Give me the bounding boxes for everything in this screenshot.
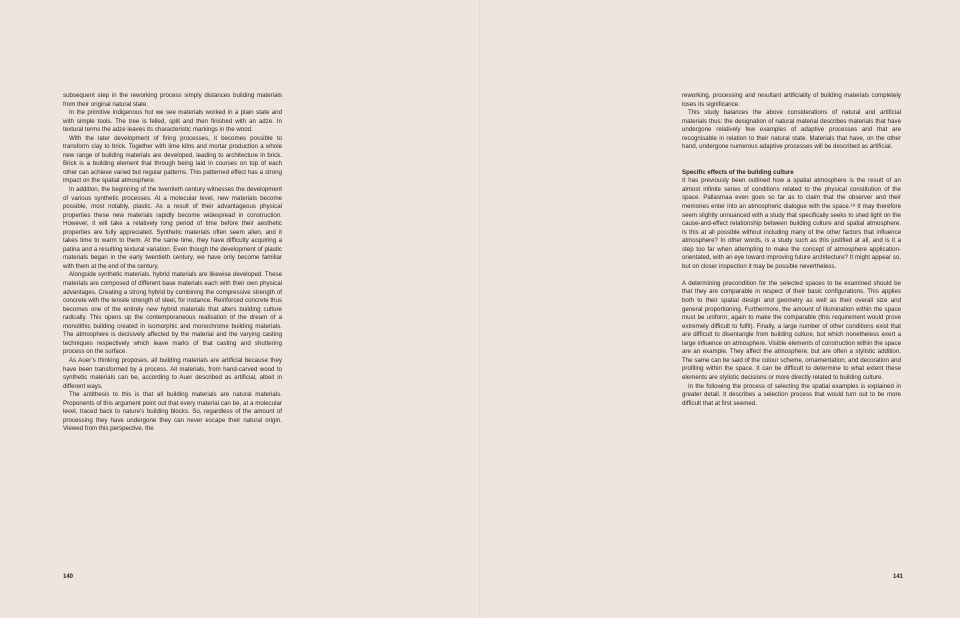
section-heading: Specific effects of the building culture — [682, 168, 794, 176]
paragraph: In the following the process of selecting the spatial examples is explained in greater detail. It describes a selection process that would turn out to be more difficult that at first seemed. — [682, 382, 901, 407]
paragraph: reworking, processing and resultant artificiality of building materials completely loses its significance. — [682, 92, 901, 108]
right-text-column — [682, 92, 901, 408]
paragraph: The antithesis to this is that all building materials are natural materials. Proponents of this argument point out that every material can be, at a molecular level, traced back to nature’s building blocks. So, regardless of the amount of processing they have undergone they can never escape their natural origin. Viewed from this perspective, the — [63, 391, 282, 433]
right-page — [480, 0, 960, 618]
page-number: 141 — [893, 574, 904, 580]
paragraph: Alongside synthetic materials, hybrid materials are likewise developed. These materials are composed of different base materials each with their own physical advantages. Creating a strong hybrid by combining the compressive strength of concrete with the tensile strength of steel, for instance. Reinforced concrete thus becomes one of the entirely new hybrid materials that alters building culture radically. This opens up the contemporaneous realisation of the dream of a monolithic building created in isomorphic and monochrome building materials. The atmosphere is decisively affected by the material and the varying casting techniques respectively which leave marks of that casting and shuttering process on the surface. — [63, 271, 282, 356]
left-text-column — [63, 92, 282, 434]
paragraph: As Auer’s thinking proposes, all building materials are artificial because they have been transformed by a process. All materials, from hand-carved wood to synthetic materials can be, according to Auer described as artificial, albeit in different ways. — [63, 356, 282, 390]
paragraph: With the later development of firing processes, it becomes possible to transform clay to brick. Together with lime kilns and mortar production a whole new range of building materials are developed, leading to architecture in brick. Brick is a building element that through being laid in courses on top of each other can achieve varied but regular patterns. This patterned effect has a strong impact on the spatial atmosphere. — [63, 134, 282, 185]
paragraph: This study balances the above considerations of natural and artificial materials thus: the designation of natural material describes materials that have undergone relatively few examples of adaptive processes and that are recognisable in relation to their natural state. Materials that have, on the other hand, undergone numerous adaptive processes will be described as artificial. — [682, 109, 901, 151]
paragraph: subsequent step in the reworking process simply distances building materials from their original natural state. — [63, 92, 282, 108]
paragraph: In the primitive indigenous hut we see materials worked in a plain state and with simple tools. The tree is felled, split and then finished with an adze. In textural terms the adze leaves its characteristic markings in the wood. — [63, 109, 282, 134]
paragraph: It has previously been outlined how a spatial atmosphere is the result of an almost infinite series of conditions related to the physical constitution of the space. Pallasmaa even goes so far as to claim that the observer and their memories enter into an atmospheric dialogue with the space.¹⁸ It may therefore seem slightly unnuanced with a study that specifically seeks to shed light on the cause-and-effect relationship between building culture and spatial atmosphere. Is this at all possible without including many of the other factors that influence atmosphere? In other words, is a study such as this justified at all, and is it a step too far when attempting to make the concept of atmosphere application-orientated, with an eye toward improving future architecture? It might appear so, but on closer inspection it may be possible nevertheless. — [682, 177, 901, 270]
page-number: 140 — [63, 574, 74, 580]
paragraph: In addition, the beginning of the twentieth century witnesses the development of various synthetic processes. At a molecular level, new materials become possible, most notably, plastic. As a result of their advantageous physical properties these new materials rapidly become widespread in construction. However, it will take a relatively long period of time before their aesthetic properties are fully appreciated. Synthetic materials often seem alien, and it takes time to warm to them. At the same time, they have difficulty acquiring a patina and a resulting textural variation. Even though the development of plastic materials began in the early twentieth century, we have only become familiar with them at the end of the century. — [63, 186, 282, 270]
paragraph: A determining precondition for the selected spaces to be examined should be that they are comparable in respect of their basic configurations. This applies both to their spatial design and geometry as well as their overall size and general proportioning. Furthermore, the amount of illumination within the space must be uniform, again to make the comparable (this requirement would prove extremely difficult to fulfil). Finally, a large number of other conditions exist that are difficult to disentangle from building culture, but which nonetheless exert a large influence on atmosphere. Visible elements of construction within the space are an example. They affect the atmosphere, but are often a stylistic addition. The same can be said of the colour scheme, ornamentation, and decoration and profiling within the space. It can be difficult to determine to what extent these elements are stylistic decisions or more directly related to building culture. — [682, 279, 901, 381]
